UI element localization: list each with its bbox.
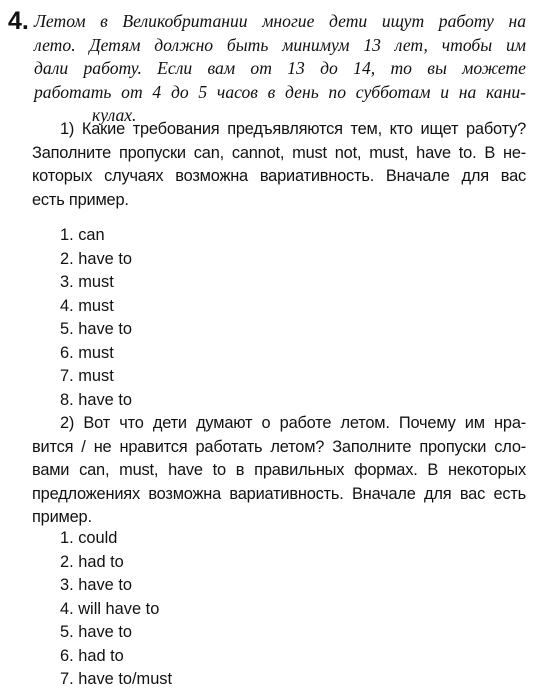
part2-line: предложениях возможна вариативность. Вначале для вас есть	[32, 484, 526, 503]
list-item: 2. have to	[60, 249, 132, 268]
part2-line: вится / не нравится работать летом? Заполните пропуски сло-	[32, 437, 526, 456]
part2-line: 2) Вот что дети думают о работе летом. Почему им нра-	[60, 414, 526, 432]
list-item: 3. have to	[60, 576, 132, 594]
part2-instructions	[32, 412, 526, 530]
list-item: 7. have to/must	[60, 670, 173, 688]
part1-answer-list	[60, 224, 132, 412]
list-item: 1. could	[60, 529, 118, 547]
part1-line: есть пример.	[32, 190, 129, 209]
list-item: 4. must	[60, 296, 114, 315]
list-item: 1. can	[60, 226, 105, 244]
part1-line: 1) Какие требования предъявляются тем, кто ищет работу?	[60, 120, 526, 138]
intro-line: Летом в Великобритании многие дети ищут работу на	[34, 11, 526, 31]
intro-line: лето. Детям должно быть минимум 13 лет, чтобы им	[34, 34, 526, 55]
part1-line: Заполните пропуски can, cannot, must not, must, have to. В не-	[32, 143, 526, 162]
part2-line: пример.	[32, 508, 92, 526]
list-item: 3. must	[60, 273, 114, 291]
task-intro	[34, 10, 526, 128]
list-item: 5. have to	[60, 623, 132, 641]
list-item: 5. have to	[60, 320, 132, 338]
part1-instructions	[32, 118, 526, 212]
list-item: 4. will have to	[60, 599, 160, 618]
list-item: 7. must	[60, 367, 114, 385]
intro-line: дали работу. Если вам от 13 до 14, то вы можете	[34, 58, 526, 78]
list-item: 2. had to	[60, 552, 124, 571]
part1-line: которых случаях возможна вариативность. Вначале для вас	[32, 167, 526, 185]
part2-answer-list	[60, 527, 172, 692]
task-number: 4.	[8, 7, 29, 35]
part2-line: вами can, must, have to в правильных формах. В некоторых	[32, 461, 526, 479]
intro-line: кулах.	[92, 105, 137, 125]
list-item: 6. had to	[60, 646, 124, 665]
list-item: 6. must	[60, 343, 114, 362]
intro-line: работать от 4 до 5 часов в день по субботам и на кани-	[34, 81, 526, 102]
list-item: 8. have to	[60, 390, 132, 409]
